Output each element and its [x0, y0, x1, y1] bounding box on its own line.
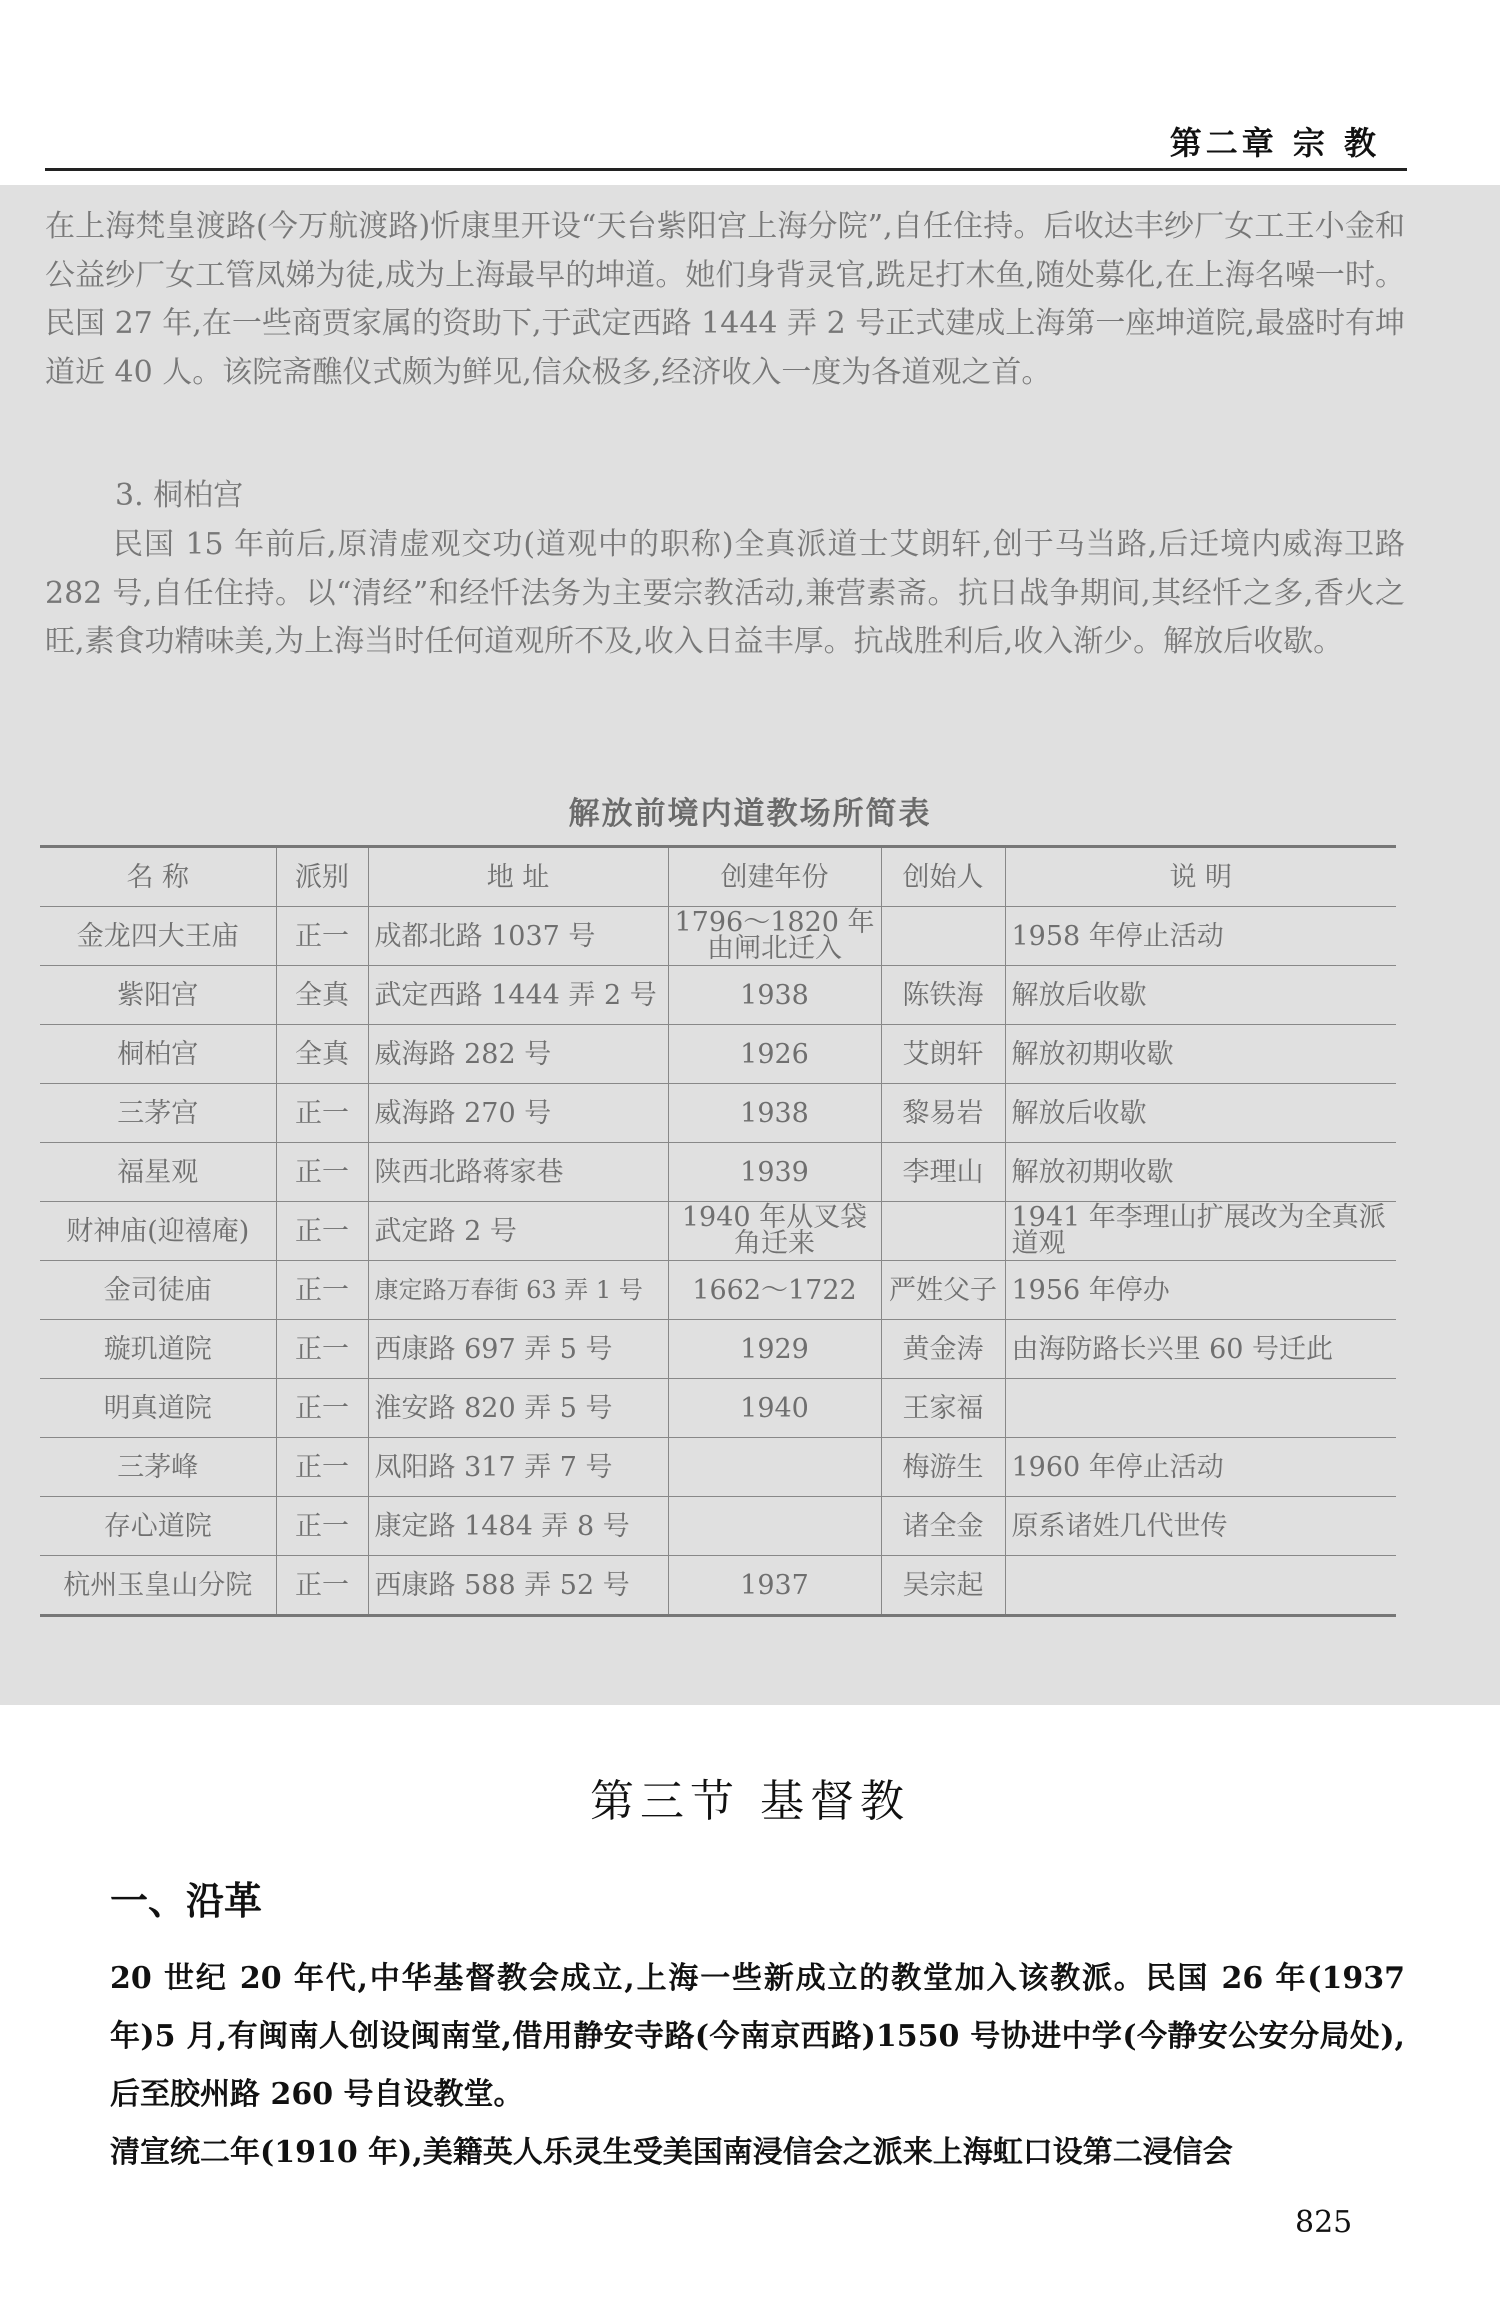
cell-sect: 正一 [276, 1379, 368, 1438]
cell-name: 福星观 [40, 1143, 276, 1202]
table-row [40, 1497, 1396, 1556]
column-header: 说 明 [1005, 847, 1396, 907]
cell-sect: 正一 [276, 1143, 368, 1202]
cell-name: 金司徒庙 [40, 1261, 276, 1320]
cell-note [1005, 1556, 1396, 1616]
cell-sect: 正一 [276, 1084, 368, 1143]
cell-year: 1926 [668, 1025, 881, 1084]
cell-address: 陕西北路蒋家巷 [368, 1143, 668, 1202]
cell-founder: 黎易岩 [881, 1084, 1005, 1143]
taoist-sites-table [40, 845, 1396, 1617]
cell-address: 康定路 1484 弄 8 号 [368, 1497, 668, 1556]
cell-founder: 李理山 [881, 1143, 1005, 1202]
cell-name: 存心道院 [40, 1497, 276, 1556]
cell-sect: 正一 [276, 907, 368, 966]
cell-year: 1796～1820 年由闸北迁入 [668, 907, 881, 966]
cell-sect: 全真 [276, 1025, 368, 1084]
cell-name: 金龙四大王庙 [40, 907, 276, 966]
column-header: 派别 [276, 847, 368, 907]
column-header: 创始人 [881, 847, 1005, 907]
cell-sect: 正一 [276, 1556, 368, 1616]
table-row [40, 1202, 1396, 1261]
cell-year [668, 1497, 881, 1556]
table-row [40, 1379, 1396, 1438]
cell-address: 康定路万春街 63 弄 1 号 [368, 1261, 668, 1320]
chapter-header: 第二章 宗 教 [1169, 124, 1380, 162]
cell-note: 解放后收歇 [1005, 966, 1396, 1025]
cell-note: 1958 年停止活动 [1005, 907, 1396, 966]
column-header: 地 址 [368, 847, 668, 907]
column-header: 创建年份 [668, 847, 881, 907]
cell-name: 杭州玉皇山分院 [40, 1556, 276, 1616]
cell-sect: 正一 [276, 1202, 368, 1261]
table-header-row [40, 847, 1396, 907]
table-title: 解放前境内道教场所简表 [568, 796, 932, 832]
cell-sect: 正一 [276, 1320, 368, 1379]
cell-year: 1939 [668, 1143, 881, 1202]
cell-name: 三茅宫 [40, 1084, 276, 1143]
cell-name: 财神庙(迎禧庵) [40, 1202, 276, 1261]
table-row [40, 966, 1396, 1025]
cell-note: 1956 年停办 [1005, 1261, 1396, 1320]
cell-founder: 诸全金 [881, 1497, 1005, 1556]
cell-sect: 正一 [276, 1261, 368, 1320]
table-row [40, 1320, 1396, 1379]
cell-sect: 全真 [276, 966, 368, 1025]
cell-founder [881, 1202, 1005, 1261]
cell-note: 解放初期收歇 [1005, 1025, 1396, 1084]
cell-founder [881, 907, 1005, 966]
table-row [40, 1025, 1396, 1084]
cell-address: 成都北路 1037 号 [368, 907, 668, 966]
cell-founder: 艾朗轩 [881, 1025, 1005, 1084]
cell-sect: 正一 [276, 1497, 368, 1556]
cell-note: 1941 年李理山扩展改为全真派道观 [1005, 1202, 1396, 1261]
paragraph-ziyang-palace: 在上海梵皇渡路(今万航渡路)忻康里开设“天台紫阳宫上海分院”,自任住持。后收达丰纱厂女工王小金和公益纱厂女工管凤娣为徒,成为上海最早的坤道。她们身背灵官,跣足打木鱼,随处募化,在上海名噪一时。民国 27 年,在一些商贾家属的资助下,于武定西路 1444 弄 2 号正式建成上海第一座坤道院,最盛时有坤道近 40 人。该院斋醮仪式颇为鲜见,信众极多,经济收入一度为各道观之首。 [45, 209, 1405, 390]
cell-address: 武定路 2 号 [368, 1202, 668, 1261]
paragraph-baptist-church: 清宣统二年(1910 年),美籍英人乐灵生受美国南浸信会之派来上海虹口设第二浸信会 [110, 2135, 1233, 2170]
cell-address: 凤阳路 317 弄 7 号 [368, 1438, 668, 1497]
column-header: 名 称 [40, 847, 276, 907]
cell-address: 威海路 270 号 [368, 1084, 668, 1143]
cell-note: 原系诸姓几代世传 [1005, 1497, 1396, 1556]
cell-year: 1662～1722 [668, 1261, 881, 1320]
cell-name: 明真道院 [40, 1379, 276, 1438]
table-row [40, 1556, 1396, 1616]
cell-year: 1937 [668, 1556, 881, 1616]
cell-founder: 吴宗起 [881, 1556, 1005, 1616]
cell-address: 淮安路 820 弄 5 号 [368, 1379, 668, 1438]
cell-founder: 梅游生 [881, 1438, 1005, 1497]
cell-address: 西康路 697 弄 5 号 [368, 1320, 668, 1379]
table-row [40, 1143, 1396, 1202]
subheading-tongbai-palace: 3. 桐柏宫 [115, 478, 244, 513]
cell-note: 解放后收歇 [1005, 1084, 1396, 1143]
cell-founder: 陈铁海 [881, 966, 1005, 1025]
table-row [40, 1438, 1396, 1497]
cell-founder: 严姓父子 [881, 1261, 1005, 1320]
section-heading: 一、沿革 [110, 1879, 263, 1923]
cell-name: 三茅峰 [40, 1438, 276, 1497]
cell-note: 解放初期收歇 [1005, 1143, 1396, 1202]
cell-founder: 黄金涛 [881, 1320, 1005, 1379]
cell-name: 紫阳宫 [40, 966, 276, 1025]
cell-address: 威海路 282 号 [368, 1025, 668, 1084]
paragraph-church-of-christ: 20 世纪 20 年代,中华基督教会成立,上海一些新成立的教堂加入该教派。民国 26 年(1937 年)5 月,有闽南人创设闽南堂,借用静安寺路(今南京西路)1550 号协进中学(今静安公安分局处),后至胶州路 260 号自设教堂。 [110, 1961, 1405, 2112]
table-row [40, 907, 1396, 966]
cell-note: 1960 年停止活动 [1005, 1438, 1396, 1497]
cell-note [1005, 1379, 1396, 1438]
header-rule [45, 168, 1407, 171]
table-row [40, 1084, 1396, 1143]
cell-founder: 王家福 [881, 1379, 1005, 1438]
cell-address: 西康路 588 弄 52 号 [368, 1556, 668, 1616]
cell-year: 1938 [668, 1084, 881, 1143]
cell-year: 1940 年从叉袋角迁来 [668, 1202, 881, 1261]
cell-year: 1940 [668, 1379, 881, 1438]
cell-name: 桐柏宫 [40, 1025, 276, 1084]
cell-year: 1929 [668, 1320, 881, 1379]
cell-sect: 正一 [276, 1438, 368, 1497]
table-row [40, 1261, 1396, 1320]
page-number: 825 [1295, 2205, 1353, 2240]
cell-name: 璇玑道院 [40, 1320, 276, 1379]
cell-year: 1938 [668, 966, 881, 1025]
section-title: 第三节 基督教 [590, 1776, 910, 1827]
cell-year [668, 1438, 881, 1497]
cell-address: 武定西路 1444 弄 2 号 [368, 966, 668, 1025]
paragraph-tongbai-palace: 民国 15 年前后,原清虚观交功(道观中的职称)全真派道士艾朗轩,创于马当路,后迁境内威海卫路 282 号,自任住持。以“清经”和经忏法务为主要宗教活动,兼营素斋。抗日战争期间,其经忏之多,香火之旺,素食功精味美,为上海当时任何道观所不及,收入日益丰厚。抗战胜利后,收入渐少。解放后收歇。 [45, 527, 1405, 660]
cell-note: 由海防路长兴里 60 号迁此 [1005, 1320, 1396, 1379]
